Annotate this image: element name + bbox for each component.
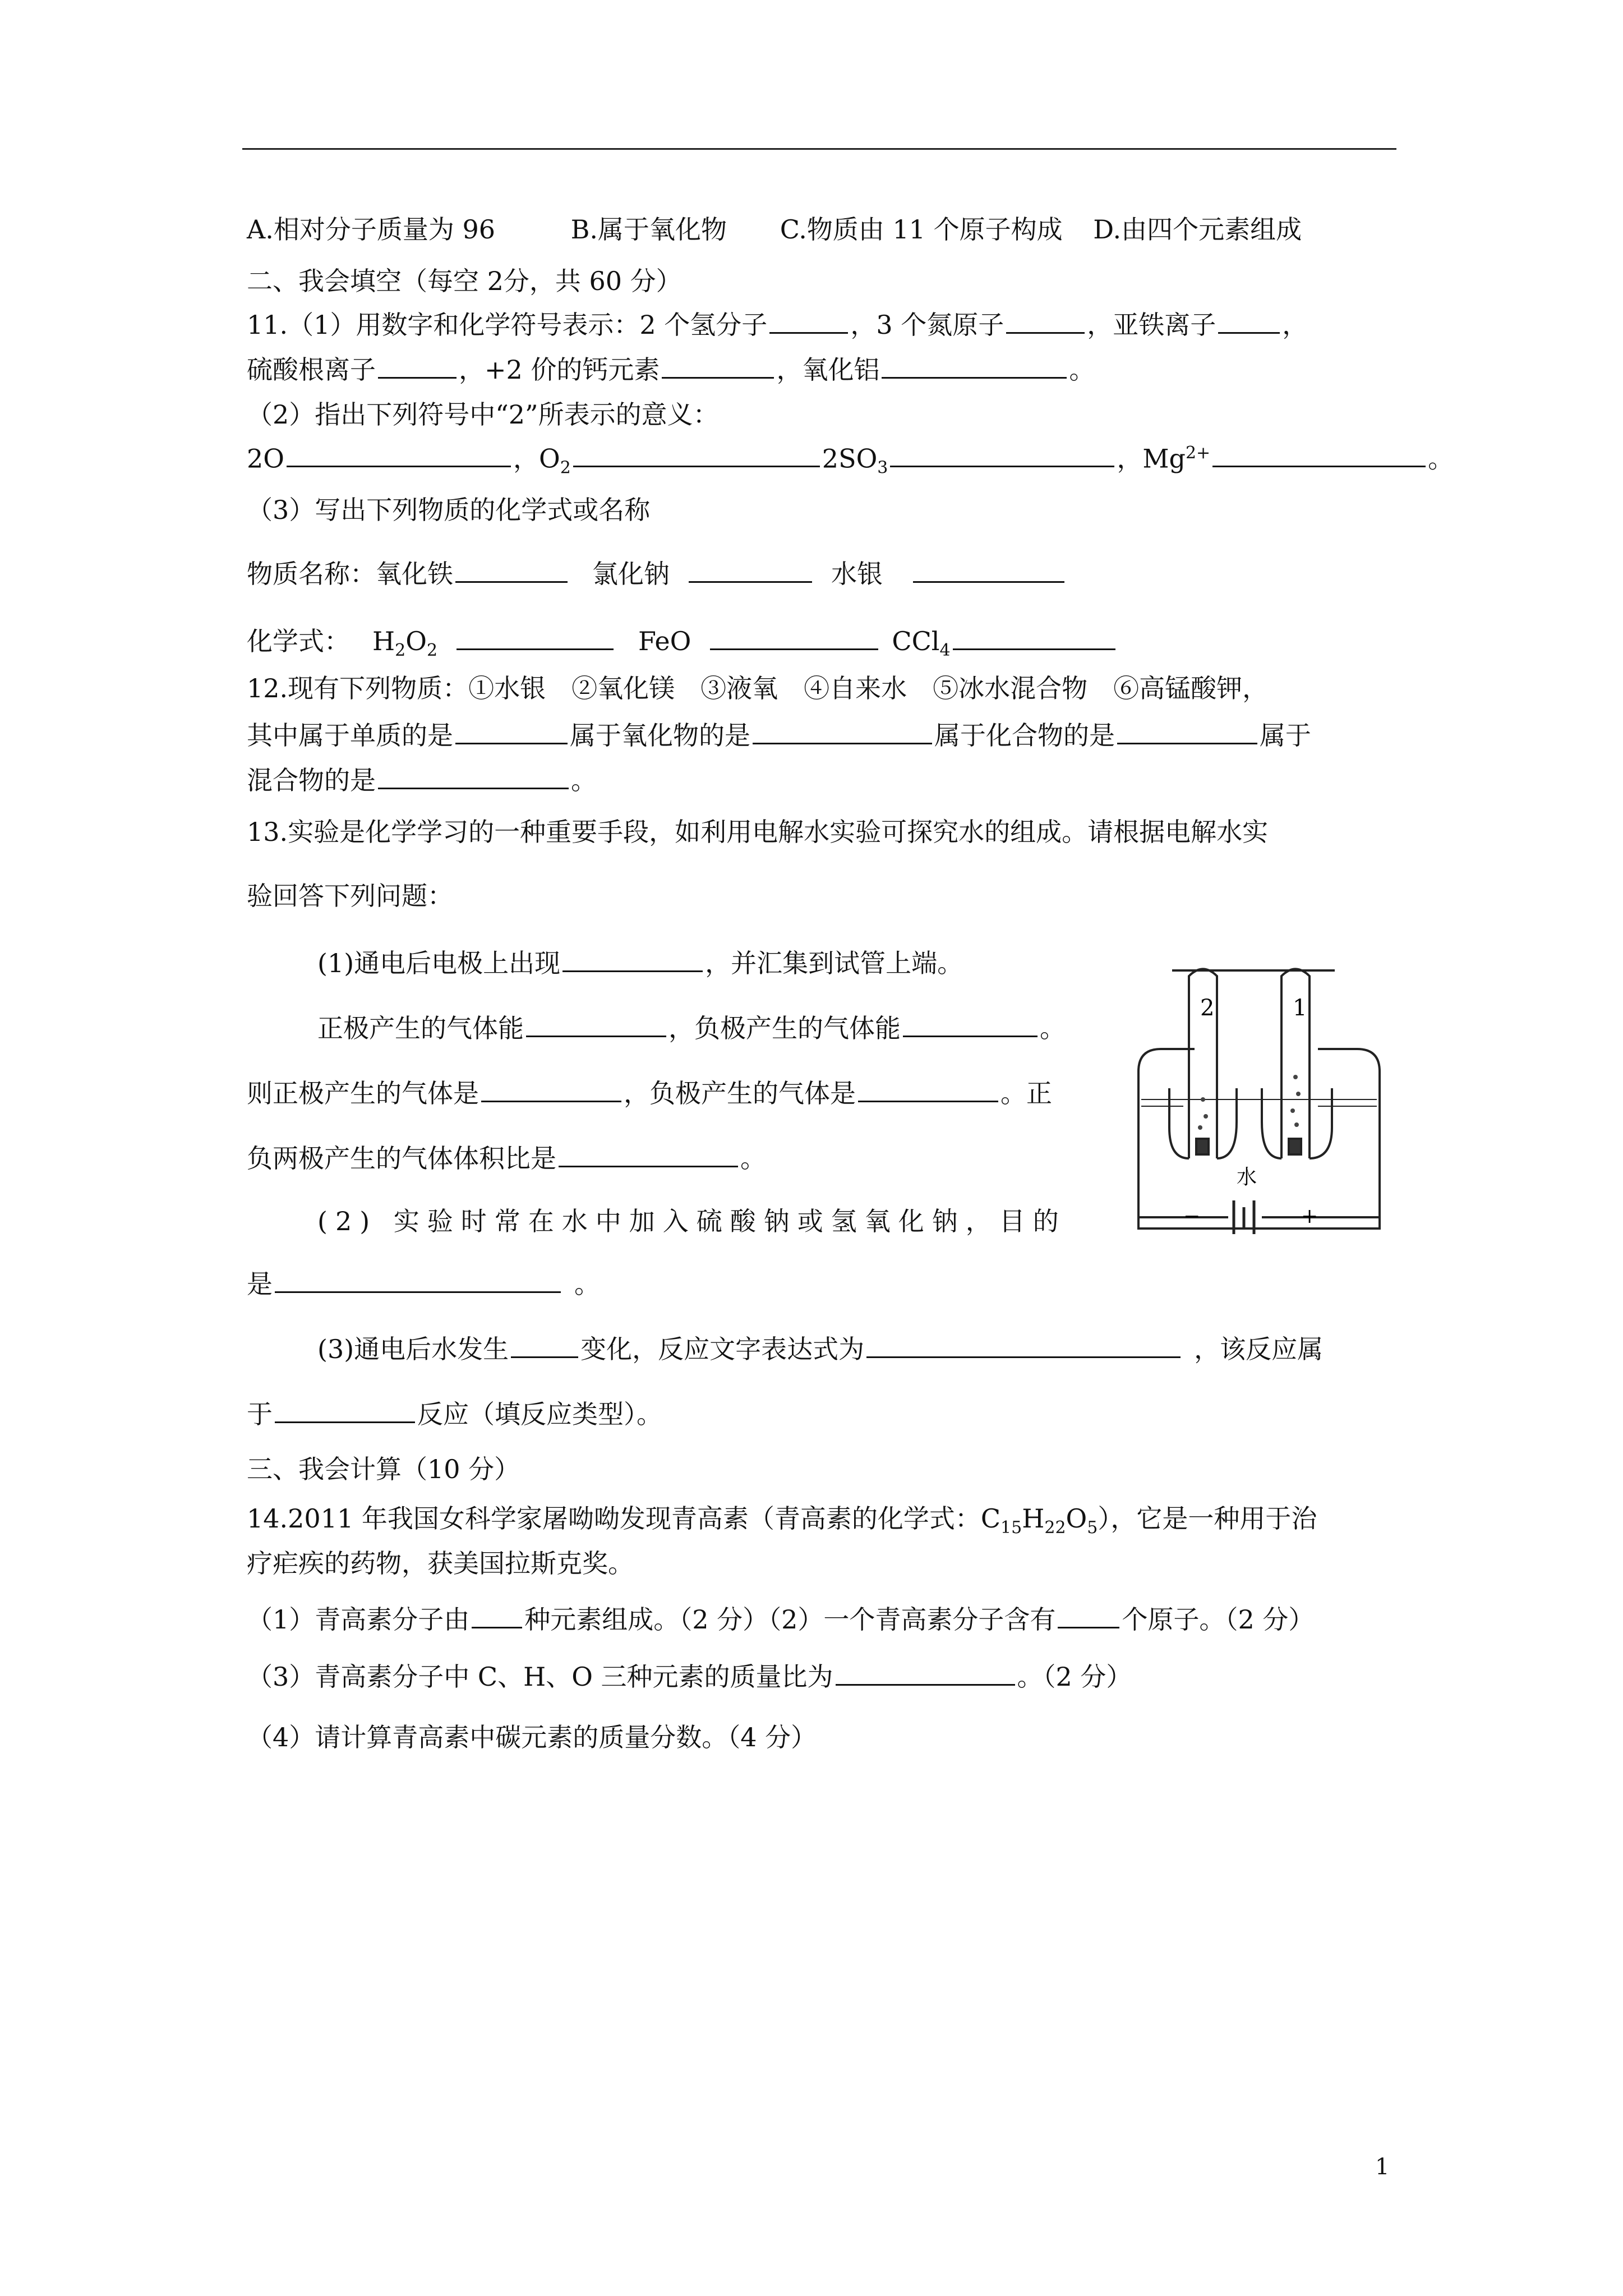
option-a: A.相对分子质量为 96 <box>247 214 495 245</box>
blank[interactable] <box>526 1013 666 1037</box>
section2-title: 二、我会填空（每空 2分，共 60 分） <box>247 266 682 296</box>
q11-part3-lead: （3）写出下列物质的化学式或名称 <box>247 495 651 525</box>
plus-sign: + <box>1301 1205 1318 1228</box>
q13-line9: (3)通电后水发生 变化，反应文字表达式为 ，该反应属 <box>317 1334 1324 1364</box>
q11-names-line: 物质名称：氧化铁 氯化钠 水银 <box>247 559 1067 590</box>
q13-line7: (2) 实验时常在水中加入硫酸钠或氢氧化钠，目的 <box>317 1206 1067 1236</box>
blank[interactable] <box>689 559 812 583</box>
minus-sign: − <box>1183 1205 1201 1228</box>
q14-line2: 疗疟疾的药物，获美国拉斯克奖。 <box>247 1548 634 1579</box>
tube-label-1: 1 <box>1293 995 1307 1021</box>
blank[interactable] <box>455 720 568 744</box>
q12-line2: 其中属于单质的是 属于氧化物的是 属于化合物的是 属于 <box>247 720 1311 751</box>
q14-part3: （3）青高素分子中 C、H、O 三种元素的质量比为 。（2 分） <box>247 1662 1132 1692</box>
blank[interactable] <box>913 559 1064 583</box>
q13-line10: 于 反应（填反应类型）。 <box>247 1399 662 1429</box>
q11-line2: 硫酸根离子 ，+2 价的钙元素 ，氧化铝 。 <box>247 355 1095 385</box>
q13-line1: 13.实验是化学学习的一种重要手段，如利用电解水实验可探究水的组成。请根据电解水实 <box>247 817 1269 847</box>
blank[interactable] <box>1218 310 1280 334</box>
blank[interactable] <box>882 355 1067 379</box>
water-label: 水 <box>1237 1166 1257 1189</box>
blank[interactable] <box>866 1334 1181 1358</box>
blank[interactable] <box>903 1013 1038 1037</box>
blank[interactable] <box>562 948 703 972</box>
q13-line8: 是 。 <box>247 1269 600 1299</box>
page-number: 1 <box>1375 2154 1390 2180</box>
blank[interactable] <box>455 559 568 583</box>
q11-part2-line: 2O ，$O_2$ $2SO_3$ ，$Mg^{2+}$ 。 <box>247 443 1454 478</box>
blank[interactable] <box>1006 310 1085 334</box>
q10-options <box>247 214 1302 245</box>
blank[interactable] <box>511 1334 578 1358</box>
q11-line1: 11.（1）用数字和化学符号表示：2 个氢分子 ，3 个氮原子 ，亚铁离子 ， <box>247 310 1308 340</box>
q13-line5: 则正极产生的气体是 ，负极产生的气体是 。正 <box>247 1078 1052 1108</box>
electrolysis-apparatus-figure <box>1116 931 1396 1245</box>
blank[interactable] <box>953 626 1115 650</box>
blank[interactable] <box>836 1662 1015 1686</box>
option-c: C.物质由 11 个原子构成 <box>780 214 1063 245</box>
blank[interactable] <box>275 1269 561 1293</box>
q13-line4: 正极产生的气体能 ，负极产生的气体能 。 <box>317 1013 1066 1043</box>
q13-line3: (1)通电后电极上出现 ，并汇集到试管上端。 <box>317 948 963 978</box>
q11-formula-line: 化学式： $H_2O_2$ FeO CCl$_4$ <box>247 626 1118 661</box>
q12-line3: 混合物的是 。 <box>247 765 597 795</box>
q14-part4: （4）请计算青高素中碳元素的质量分数。（4 分） <box>247 1722 817 1752</box>
header-rule <box>242 148 1396 150</box>
blank[interactable] <box>890 443 1114 467</box>
blank[interactable] <box>287 443 511 467</box>
q13-line2: 验回答下列问题： <box>247 881 453 911</box>
section3-title: 三、我会计算（10 分） <box>247 1454 520 1484</box>
option-b: B.属于氧化物 <box>570 214 727 245</box>
blank[interactable] <box>753 720 932 744</box>
q14-line1: 14.2011 年我国女科学家屠呦呦发现青高素（青高素的化学式：$C_{15}H_{22}O_5$），它是一种用于治 <box>247 1503 1317 1538</box>
blank[interactable] <box>378 355 457 379</box>
blank[interactable] <box>710 626 878 650</box>
blank[interactable] <box>662 355 774 379</box>
q12-line1: 12.现有下列物质：①水银 ②氧化镁 ③液氧 ④自来水 ⑤冰水混合物 ⑥高锰酸钾， <box>247 673 1269 703</box>
blank[interactable] <box>573 443 820 467</box>
blank[interactable] <box>457 626 614 650</box>
q14-part1: （1）青高素分子由 种元素组成。（2 分）（2）一个青高素分子含有 个原子。（2 分） <box>247 1604 1315 1635</box>
blank[interactable] <box>858 1078 998 1102</box>
blank[interactable] <box>378 765 569 789</box>
blank[interactable] <box>1117 720 1257 744</box>
blank[interactable] <box>1212 443 1426 467</box>
blank[interactable] <box>559 1143 738 1167</box>
tube-label-2: 2 <box>1200 995 1215 1021</box>
blank[interactable] <box>481 1078 621 1102</box>
option-d: D.由四个元素组成 <box>1093 214 1302 245</box>
q11-part2-lead: （2）指出下列符号中“2”所表示的意义： <box>247 399 719 430</box>
blank[interactable] <box>275 1399 415 1423</box>
blank[interactable] <box>1058 1604 1119 1628</box>
blank[interactable] <box>472 1604 522 1628</box>
blank[interactable] <box>769 310 848 334</box>
q13-line6: 负两极产生的气体体积比是 。 <box>247 1143 766 1174</box>
